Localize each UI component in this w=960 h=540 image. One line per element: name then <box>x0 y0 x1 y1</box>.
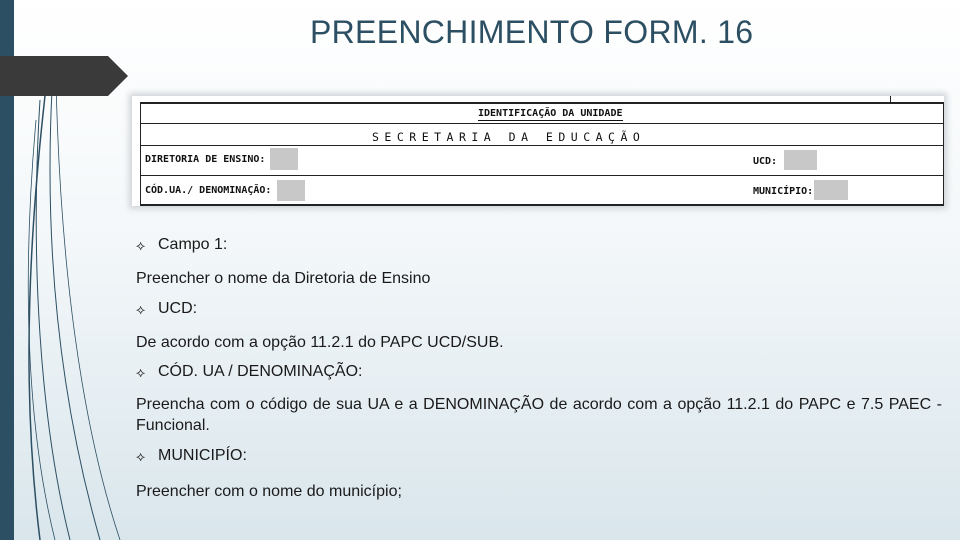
diretoria-value-redacted <box>270 148 298 170</box>
bullet-body: Preencher o nome da Diretoria de Ensino <box>136 270 431 287</box>
form-tick <box>890 96 891 104</box>
list-item-heading <box>136 236 227 254</box>
title-tab-shape <box>0 56 128 96</box>
form-16-excerpt <box>132 96 944 206</box>
diamond-outline-icon: ⟡ <box>136 236 146 253</box>
cod-ua-label: CÓD.UA./ DENOMINAÇÃO: <box>145 185 272 196</box>
diamond-outline-icon: ⟡ <box>136 363 146 380</box>
form-row-divider <box>140 123 944 124</box>
list-item-heading <box>136 447 247 465</box>
bullet-heading: Campo 1: <box>158 236 228 253</box>
ucd-label: UCD: <box>753 156 778 167</box>
list-item-heading <box>136 363 362 381</box>
bullet-body: Preencha com o código de sua UA e a DENOMINAÇÃO de acordo com a opção 11.2.1 do PAPC e 7.5 PAEC - Funcional. <box>136 396 942 434</box>
diamond-outline-icon: ⟡ <box>136 300 146 317</box>
bullet-heading: CÓD. UA / DENOMINAÇÃO: <box>158 363 363 380</box>
ucd-value-redacted <box>784 150 817 170</box>
bullet-heading: MUNICIPÍO: <box>158 447 247 464</box>
cod-ua-value-redacted <box>277 180 305 201</box>
municipio-label: MUNICÍPIO: <box>753 186 814 197</box>
bullet-body: Preencher com o nome do município; <box>136 483 402 500</box>
municipio-value-redacted <box>814 180 848 200</box>
form-row-divider <box>140 175 944 176</box>
page-title: PREENCHIMENTO FORM. 16 <box>310 14 754 50</box>
list-item-heading <box>136 300 197 318</box>
bullet-heading: UCD: <box>158 300 198 317</box>
diamond-outline-icon: ⟡ <box>136 447 146 464</box>
diretoria-label: DIRETORIA DE ENSINO: <box>145 154 266 165</box>
form-section-title: IDENTIFICAÇÃO DA UNIDADE <box>478 108 623 119</box>
bullet-body: De acordo com a opção 11.2.1 do PAPC UCD/SUB. <box>136 334 504 351</box>
form-banner: SECRETARIA DA EDUCAÇÃO <box>372 130 646 144</box>
form-row-divider <box>140 145 944 146</box>
